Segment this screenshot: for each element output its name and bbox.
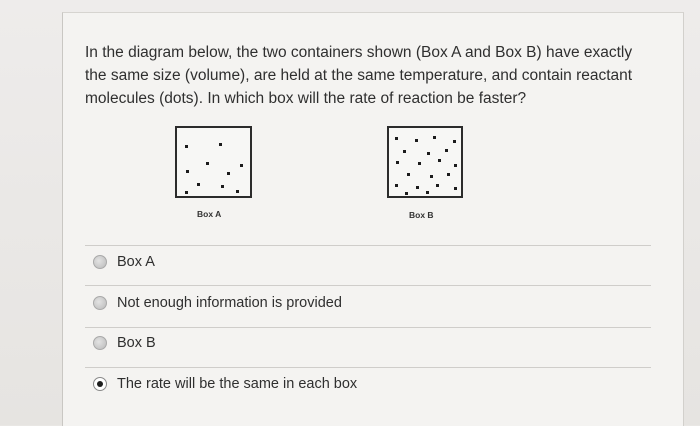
- divider: [85, 245, 651, 246]
- molecule-dot: [454, 187, 457, 190]
- molecule-dot: [236, 190, 239, 193]
- molecule-dot: [227, 172, 230, 175]
- answer-option-same-rate[interactable]: [93, 372, 357, 396]
- option-label: Box B: [117, 335, 156, 351]
- box-b-label: Box B: [409, 210, 434, 220]
- molecule-dot: [186, 170, 189, 173]
- divider: [85, 367, 651, 368]
- molecule-dot: [445, 149, 448, 152]
- molecule-dot: [185, 145, 188, 148]
- molecule-dot: [405, 192, 408, 195]
- box-a-diagram: [175, 126, 252, 198]
- answer-option-box-b[interactable]: [93, 331, 156, 355]
- divider: [85, 285, 651, 286]
- divider: [85, 327, 651, 328]
- molecule-dot: [396, 161, 399, 164]
- radio-button[interactable]: [93, 336, 107, 350]
- molecule-dot: [219, 143, 222, 146]
- molecule-dot: [427, 152, 430, 155]
- answer-option-box-a[interactable]: [93, 250, 155, 274]
- molecule-dot: [430, 175, 433, 178]
- option-label: The rate will be the same in each box: [117, 376, 358, 392]
- molecule-dot: [415, 139, 418, 142]
- molecule-dot: [407, 173, 410, 176]
- molecule-dot: [454, 164, 457, 167]
- molecule-dot: [185, 191, 188, 194]
- molecule-dot: [221, 185, 224, 188]
- option-label: Box A: [117, 254, 155, 270]
- molecule-dot: [395, 184, 398, 187]
- molecule-dot: [433, 136, 436, 139]
- molecule-dot: [416, 186, 419, 189]
- molecule-dot: [240, 164, 243, 167]
- molecule-dot: [395, 137, 398, 140]
- molecule-dot: [438, 159, 441, 162]
- molecule-dot: [418, 162, 421, 165]
- option-label: Not enough information is provided: [117, 295, 342, 311]
- molecule-dot: [206, 162, 209, 165]
- question-text: In the diagram below, the two containers shown (Box A and Box B) have exactly the same size (volume), are held at the same temperature, and contain reactant molecules (dots). In which box will the rate of reaction be faster?: [85, 44, 633, 107]
- radio-button[interactable]: [93, 255, 107, 269]
- molecule-dot: [453, 140, 456, 143]
- molecule-dot: [426, 191, 429, 194]
- radio-button-selected[interactable]: [93, 377, 107, 391]
- molecule-dot: [197, 183, 200, 186]
- answer-option-not-enough-info[interactable]: [93, 291, 342, 315]
- radio-button[interactable]: [93, 296, 107, 310]
- molecule-dot: [447, 173, 450, 176]
- box-a-label: Box A: [197, 209, 222, 219]
- box-b-diagram: [387, 126, 463, 198]
- molecule-dot: [403, 150, 406, 153]
- molecule-dot: [436, 184, 439, 187]
- question-card: [62, 12, 684, 426]
